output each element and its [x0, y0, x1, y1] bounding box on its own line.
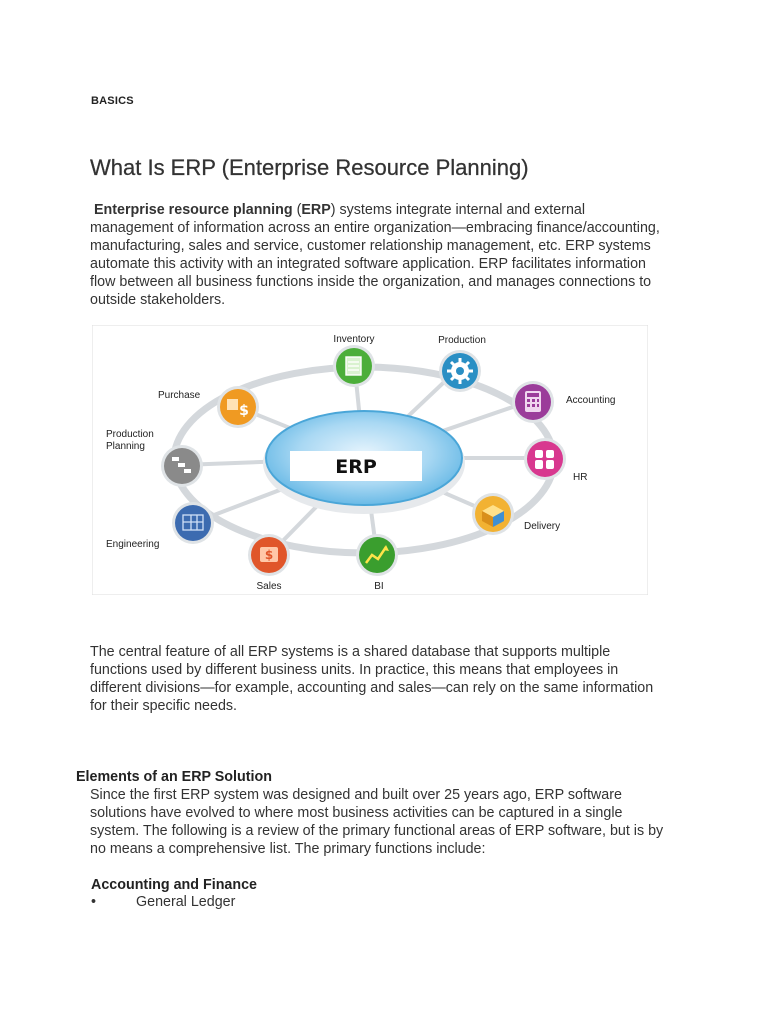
svg-text:$: $: [239, 403, 249, 419]
intro-rest: ) systems integrate internal and external management of information across an entire organization—embracing finance/accounting, manufacturing, sales and service, customer relationship management, etc. ERP systems automate this activity with an integrated software application. ERP facilitates information flow between all business functions inside the organization, and manages connections to outside stakeholders.: [90, 202, 660, 308]
intro-paragraph: [90, 201, 665, 309]
node-label-inventory: Inventory: [333, 334, 375, 345]
intro-term: Enterprise resource planning: [93, 202, 293, 218]
node-label-production: Production: [438, 335, 486, 346]
inventory-icon: [346, 357, 361, 375]
svg-text:$: $: [264, 548, 274, 562]
node-label-bi: BI: [374, 581, 384, 592]
node-label-production-planning-line1: Production: [106, 429, 154, 440]
elements-heading: Elements of an ERP Solution: [76, 769, 272, 785]
intro-abbr: ERP: [301, 202, 331, 218]
node-label-sales: Sales: [256, 581, 282, 592]
page-title: What Is ERP (Enterprise Resource Planning): [90, 155, 529, 180]
node-label-hr: HR: [573, 472, 588, 483]
node-label-production-planning-line2: Planning: [106, 441, 145, 452]
node-label-delivery: Delivery: [524, 521, 561, 532]
accounting-heading: Accounting and Finance: [91, 877, 258, 893]
bullet-marker: •: [91, 894, 97, 910]
node-label-purchase: Purchase: [158, 390, 201, 401]
bullet-text: General Ledger: [136, 894, 236, 910]
erp-center-label: ERP: [335, 456, 377, 478]
node-label-engineering: Engineering: [106, 539, 160, 550]
node-inventory: [333, 334, 375, 387]
sales-dollar-icon: [260, 547, 278, 562]
intro-open-paren: (: [292, 202, 302, 218]
node-label-accounting: Accounting: [566, 395, 616, 406]
accounting-calculator-icon: [525, 391, 541, 412]
list-item: [91, 894, 491, 914]
elements-paragraph: Since the first ERP system was designed and built over 25 years ago, ERP software solutions have evolved to where most business activities can be captured in a single system. The following is a review of the primary functional areas of ERP software, but is by no means a comprehensive list. The primary functions include:: [90, 787, 664, 857]
shared-database-paragraph: The central feature of all ERP systems is a shared database that supports multiple functions used by different business units. In practice, this means that employees in different divisions—for example, accounting and sales—can rely on the same information for their specific needs.: [90, 644, 654, 714]
erp-diagram: [92, 325, 648, 595]
section-label: BASICS: [91, 95, 134, 107]
